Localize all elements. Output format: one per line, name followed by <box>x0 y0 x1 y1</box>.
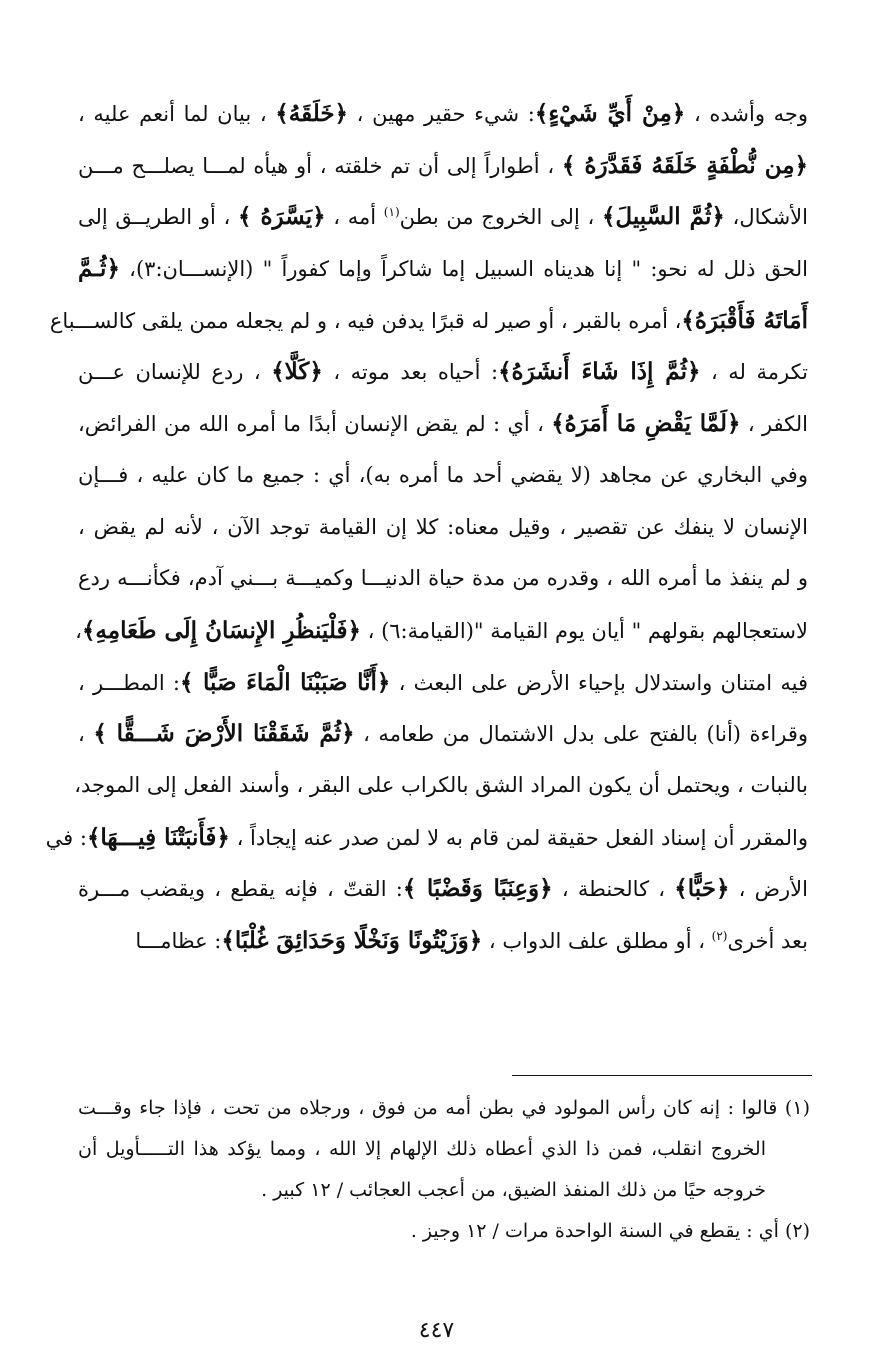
text-line <box>78 88 808 140</box>
quran-quote: ﴿مِنْ أَيِّ شَيْءٍ﴾ <box>534 100 686 127</box>
text-line <box>78 450 808 502</box>
text-segment: ، أو مطلق علف الدواب ، <box>482 929 712 953</box>
quran-quote: ﴿ثُمَّ إِذَا شَاءَ أَنشَرَهُ﴾ <box>498 358 701 386</box>
footnotes <box>78 1088 810 1252</box>
text-segment: الكفر ، <box>740 412 809 437</box>
quran-quote: أَمَاتَهُ فَأَقْبَرَهُ﴾ <box>681 306 808 334</box>
text-line <box>45 812 808 864</box>
quran-quote: ﴿ثُـمَّ <box>78 255 120 283</box>
text-segment: : القتّ ، فإنه يقطع ، ويقضب مـــرة <box>78 877 403 902</box>
quran-quote: ﴿ثُمَّ شَقَقْنَا الأَرْضَ شَـــقًّا ﴾ <box>93 720 355 748</box>
footnote-line: (١) قالوا : إنه كان رأس المولود في بطن أمه من فوق ، ورجلاه من تحت ، فإذا جاء وقـــت <box>78 1097 810 1119</box>
text-segment: أمه ، <box>325 205 384 230</box>
text-segment: ، ردع للإنسان عـــن <box>78 360 272 385</box>
text-segment: و لم ينفذ ما أمره الله ، وقدره من مدة حياة الدنيـــا وكميـــة بـــني آدم، فكأنـــه ردع <box>78 566 808 591</box>
text-segment: ، أو الطريــق إلى <box>78 205 238 230</box>
text-segment: والمقرر أن إسناد الفعل حقيقة لمن قام به لا لمن صدر عنه إيجاداً ، <box>229 825 808 850</box>
text-segment: : شيء حقير مهين ، <box>348 102 535 126</box>
text-line <box>74 760 808 812</box>
text-segment: لاستعجالهم بقولهم " أيان يوم القيامة "(القيامة:٦) ، <box>360 618 808 643</box>
footnote-line: الخروج انقلب، فمن ذا الذي أعطاه ذلك الإلهام إلا الله ، ومما يؤكد هذا التـــــأويل أن <box>78 1138 766 1160</box>
text-segment: ، كالحنطة ، <box>552 877 675 902</box>
text-segment: الإنسان لا ينفك عن تقصير ، وقيل معناه: كلا إن القيامة توجد الآن ، لأنه لم يقض ، <box>78 514 808 539</box>
text-segment: وفي البخاري عن مجاهد (لا يقضي أحد ما أمره به)، أي : جميع ما كان عليه ، فـــإن <box>78 462 808 487</box>
quran-quote: ﴿خَلَقَهُ﴾ <box>275 100 349 127</box>
text-line <box>78 553 808 605</box>
text-segment: الأشكال، <box>724 205 808 230</box>
quran-quote: ﴿لَمَّا يَقْضِ مَا أَمَرَهُ﴾ <box>551 410 741 438</box>
text-segment: ، <box>78 722 94 747</box>
footnote-ref: (٢) <box>711 929 728 943</box>
text-segment: : في <box>45 825 87 850</box>
quran-quote: ﴿وَعِنَبًا وَقَضْبًا ﴾ <box>402 875 553 903</box>
text-segment: ، إلى الخروج من بطن <box>399 205 602 230</box>
text-segment: ، أي : لم يقض الإنسان أبدًا ما أمره الله من الفرائض، <box>78 412 552 437</box>
text-segment: وقراءة (أنا) بالفتح على بدل الاشتمال من طعامه ، <box>354 722 809 747</box>
text-segment: تكرمة له ، <box>700 360 809 385</box>
text-segment: بعد أخرى <box>727 929 808 953</box>
text-line <box>75 605 808 657</box>
text-segment: ، أمره بالقبر ، أو صير له قبرًا يدفن فيه ، و لم يجعله ممن يلقى كالســـباع <box>49 308 682 333</box>
text-segment: فيه امتنان واستدلال بإحياء الأرض على البعث ، <box>390 670 808 695</box>
text-line <box>78 398 808 450</box>
footnote-line: (٢) أي : يقطع في السنة الواحدة مرات / ١٢ وجيز . <box>410 1220 810 1242</box>
quran-quote: ﴿أَنَّا صَبَبْنَا الْمَاءَ صَبًّا ﴾ <box>179 668 391 696</box>
text-segment: بالنبات ، ويحتمل أن يكون المراد الشق بالكراب على البقر ، وأسند الفعل إلى الموجد، <box>74 772 808 797</box>
quran-quote: ﴿كَلَّا﴾ <box>271 358 323 386</box>
quran-quote: ﴿فَأَنبَتْنَا فِيـــهَا﴾ <box>86 823 230 851</box>
text-line <box>78 140 808 192</box>
quran-quote: ﴿حَبًّا﴾ <box>674 875 730 903</box>
footnote-line: خروجه حيًا من ذلك المنفذ الضيق، من أعجب العجائب / ١٢ كبير . <box>261 1179 766 1201</box>
text-line <box>78 346 808 398</box>
quran-quote: ﴿ثُمَّ السَّبِيلَ﴾ <box>601 203 725 231</box>
text-line <box>78 915 808 967</box>
text-line <box>78 502 808 554</box>
text-segment: ، أطواراً إلى أن تم خلقته ، أو هيأه لمـــا يصلـــح مـــن <box>78 153 562 178</box>
text-line <box>78 708 808 760</box>
text-segment: : عظامـــا <box>135 929 222 953</box>
text-segment: ، بيان لما أنعم عليه ، <box>78 102 276 126</box>
quran-quote: ﴿وَزَيْتُونًا وَنَخْلًا وَحَدَائِقَ غُلْبًا﴾ <box>221 927 483 954</box>
text-segment: وجه وأشده ، <box>685 102 808 126</box>
quran-quote: ﴿يَسَّرَهُ ﴾ <box>237 203 326 231</box>
text-segment: الحق ذلل له نحو: " إنا هديناه السبيل إما شاكراً وإما كفوراً " (الإنســـان:٣)، <box>119 257 808 282</box>
text-segment: : أحياه بعد موته ، <box>322 360 499 385</box>
text-segment: : المطـــر ، <box>78 670 180 695</box>
text-line <box>78 243 808 295</box>
text-line <box>78 191 808 243</box>
text-line <box>78 863 808 915</box>
quran-quote: ﴿مِن نُّطْفَةٍ خَلَقَهُ فَقَدَّرَهُ ﴾ <box>561 151 808 179</box>
page-number: ٤٤٧ <box>418 1318 455 1343</box>
footnote-ref: (١) <box>383 205 400 220</box>
quran-quote: ﴿فَلْيَنظُرِ الإِنسَانُ إِلَى طَعَامِهِ﴾ <box>81 616 361 644</box>
footnote-separator <box>512 1075 812 1076</box>
main-text <box>45 88 809 967</box>
text-line <box>49 295 808 347</box>
text-line <box>78 657 808 709</box>
text-segment: ، <box>75 618 82 643</box>
text-segment: الأرض ، <box>729 877 808 902</box>
